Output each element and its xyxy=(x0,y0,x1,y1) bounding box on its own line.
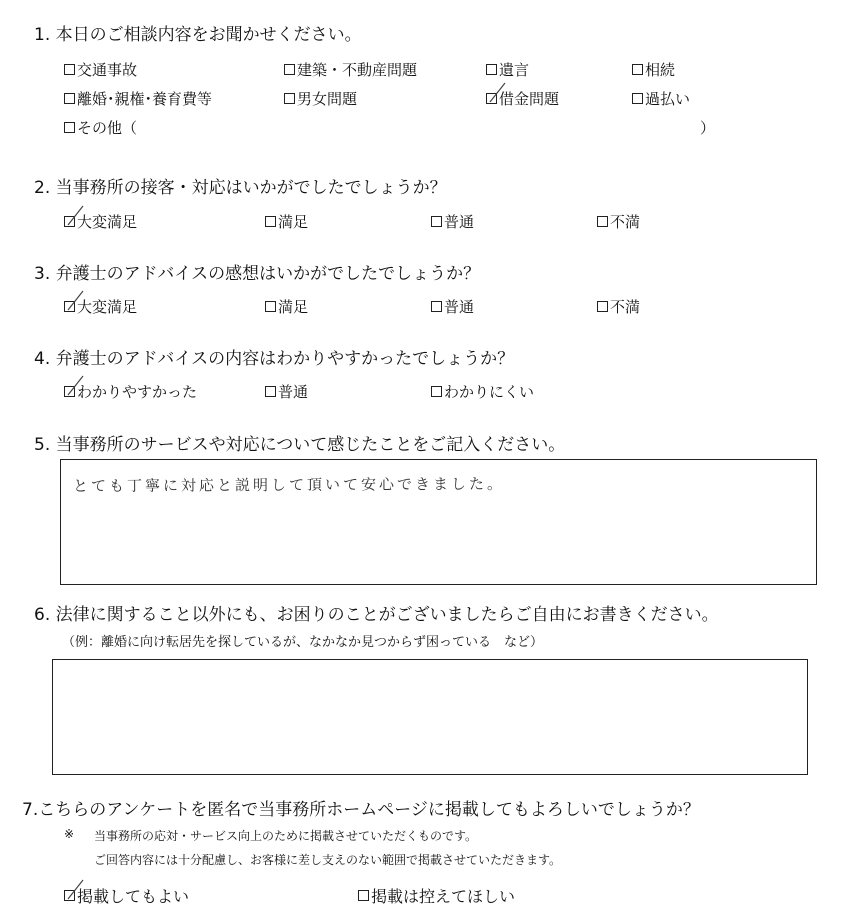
checkbox[interactable] xyxy=(64,64,75,75)
q2-title: 2. 当事務所の接客・対応はいかがでしたでしょうか？ xyxy=(34,178,447,198)
q3-option-very-satisfied[interactable]: 大変満足 xyxy=(64,296,137,317)
checkbox[interactable] xyxy=(265,216,276,227)
checkbox[interactable] xyxy=(431,301,442,312)
checkbox[interactable] xyxy=(431,216,442,227)
q1-option-relationship[interactable]: 男女問題 xyxy=(284,88,357,109)
q1-option-traffic-accident[interactable]: 交通事故 xyxy=(64,59,137,80)
q2-option-satisfied[interactable]: 満足 xyxy=(265,211,308,232)
checkbox-checked[interactable] xyxy=(64,301,75,312)
checkbox[interactable] xyxy=(597,216,608,227)
q3-title: 3. 弁護士のアドバイスの感想はいかがでしたでしょうか？ xyxy=(34,264,481,284)
checkbox[interactable] xyxy=(284,93,295,104)
q1-option-overpayment[interactable]: 過払い xyxy=(632,88,690,109)
q5-handwritten-answer: とても丁寧に対応と説明して頂いて安心できました。 xyxy=(72,474,506,496)
check-mark-icon xyxy=(489,82,507,104)
checkbox[interactable] xyxy=(486,64,497,75)
q4-option-easy[interactable]: わかりやすかった xyxy=(64,381,197,402)
checkbox[interactable] xyxy=(632,64,643,75)
q2-option-dissatisfied[interactable]: 不満 xyxy=(597,211,640,232)
q1-title: 1. 本日のご相談内容をお聞かせください。 xyxy=(34,25,362,45)
q7-option-allow[interactable]: 掲載してもよい xyxy=(64,884,189,907)
q3-option-satisfied[interactable]: 満足 xyxy=(265,296,308,317)
q6-example: （例：離婚に向け転居先を探しているが、なかなか見つからず困っている など） xyxy=(62,635,544,650)
q3-option-dissatisfied[interactable]: 不満 xyxy=(597,296,640,317)
check-mark-icon xyxy=(67,375,85,397)
checkbox[interactable] xyxy=(265,386,276,397)
q1-option-construction-realestate[interactable]: 建築・不動産問題 xyxy=(284,59,417,80)
q6-title: 6. 法律に関すること以外にも、お困りのことがございましたらご自由にお書きください。 xyxy=(34,605,719,625)
checkbox-checked[interactable] xyxy=(64,890,75,901)
checkbox[interactable] xyxy=(358,890,369,901)
q6-answer-box[interactable] xyxy=(52,659,808,775)
check-mark-icon xyxy=(67,290,85,312)
q1-option-will[interactable]: 遺言 xyxy=(486,59,529,80)
check-mark-icon xyxy=(67,879,85,901)
q5-title: 5. 当事務所のサービスや対応について感じたことをご記入ください。 xyxy=(34,435,566,455)
q4-title: 4. 弁護士のアドバイスの内容はわかりやすかったでしょうか？ xyxy=(34,349,515,369)
q4-option-hard[interactable]: わかりにくい xyxy=(431,381,534,402)
q7-note-line1: 当事務所の応対・サービス向上のために掲載させていただくものです。 xyxy=(94,829,478,843)
checkbox-checked[interactable] xyxy=(486,93,497,104)
checkbox[interactable] xyxy=(431,386,442,397)
q1-option-other[interactable]: その他（ xyxy=(64,117,137,138)
q7-title: 7.こちらのアンケートを匿名で当事務所ホームページに掲載してもよろしいでしょうか？ xyxy=(22,800,700,820)
q7-note-line2: ご回答内容には十分配慮し、お客様に差し支えのない範囲で掲載させていただきます。 xyxy=(94,853,562,867)
q7-note-mark: ※ xyxy=(64,827,75,841)
checkbox-checked[interactable] xyxy=(64,216,75,227)
q2-option-normal[interactable]: 普通 xyxy=(431,211,474,232)
checkbox[interactable] xyxy=(284,64,295,75)
q1-option-divorce[interactable]: 離婚･親権･養育費等 xyxy=(64,88,212,109)
checkbox[interactable] xyxy=(64,93,75,104)
checkbox[interactable] xyxy=(597,301,608,312)
checkbox[interactable] xyxy=(632,93,643,104)
q2-option-very-satisfied[interactable]: 大変満足 xyxy=(64,211,137,232)
checkbox-checked[interactable] xyxy=(64,386,75,397)
q4-option-normal[interactable]: 普通 xyxy=(265,381,308,402)
checkbox[interactable] xyxy=(64,122,75,133)
q1-option-inheritance[interactable]: 相続 xyxy=(632,59,675,80)
q1-option-debt[interactable]: 借金問題 xyxy=(486,88,559,109)
q7-option-decline[interactable]: 掲載は控えてほしい xyxy=(358,884,515,907)
q1-other-close-paren: ） xyxy=(700,119,716,137)
q3-option-normal[interactable]: 普通 xyxy=(431,296,474,317)
q5-answer-box[interactable] xyxy=(60,459,817,585)
check-mark-icon xyxy=(67,205,85,227)
checkbox[interactable] xyxy=(265,301,276,312)
